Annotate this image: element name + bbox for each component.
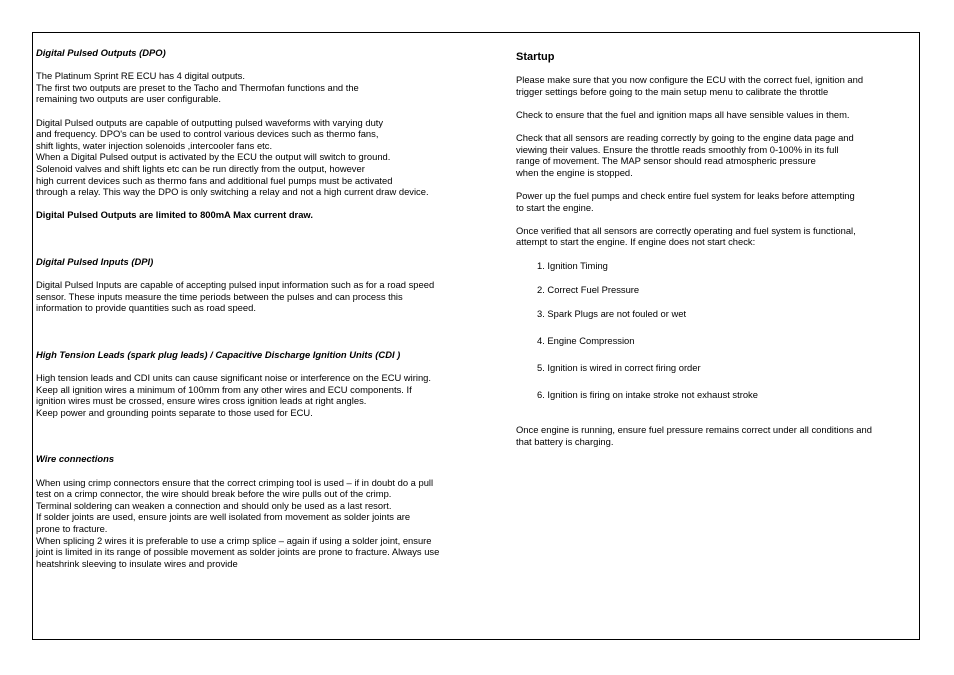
checklist-item: 1. Ignition Timing xyxy=(537,259,608,271)
dpi-heading: Digital Pulsed Inputs (DPI) xyxy=(36,255,154,267)
text-line: high current devices such as thermo fans and additional fuel pumps must be activated xyxy=(36,174,393,186)
text-line: range of movement. The MAP sensor should read atmospheric pressure xyxy=(516,155,816,167)
text-line: Digital Pulsed outputs are capable of outputting pulsed waveforms with varying duty xyxy=(36,116,384,128)
text-line: Check that all sensors are reading correctly by going to the engine data page and xyxy=(516,131,854,143)
dpi-paragraph xyxy=(36,279,486,314)
startup-paragraph-1 xyxy=(516,74,916,97)
text-line: information to provide quantities such as road speed. xyxy=(36,302,256,314)
text-line: If solder joints are used, ensure joints are well isolated from movement as solder joints are xyxy=(36,511,411,523)
startup-paragraph-2 xyxy=(516,109,916,121)
checklist-item: 4. Engine Compression xyxy=(537,335,635,347)
text-line: Once engine is running, ensure fuel pressure remains correct under all conditions and xyxy=(516,423,872,435)
cdi-heading: High Tension Leads (spark plug leads) / Capacitive Discharge Ignition Units (CDI ) xyxy=(36,348,401,360)
text-line: Check to ensure that the fuel and ignition maps all have sensible values in them. xyxy=(516,108,850,120)
cdi-paragraph xyxy=(36,372,486,418)
text-line: viewing their values. Ensure the throttle reads smoothly from 0-100% in its full xyxy=(516,143,839,155)
text-line: test on a crimp connector, the wire should break before the wire pulls out of the crimp. xyxy=(36,488,392,500)
text-line: and frequency. DPO's can be used to control various devices such as thermo fans, xyxy=(36,128,379,140)
startup-paragraph-4 xyxy=(516,190,916,213)
checklist-item: 3. Spark Plugs are not fouled or wet xyxy=(537,307,687,319)
checklist-item: 5. Ignition is wired in correct firing order xyxy=(537,362,701,374)
text-line: sensor. These inputs measure the time periods between the pulses and can process this xyxy=(36,290,403,302)
text-line: Please make sure that you now configure the ECU with the correct fuel, ignition and xyxy=(516,74,864,85)
text-line: attempt to start the engine. If engine does not start check: xyxy=(516,236,756,248)
text-line: remaining two outputs are user configurable. xyxy=(36,93,222,105)
right-column xyxy=(516,50,916,447)
text-line: heatshrink sleeving to insulate wires and provide xyxy=(36,557,238,569)
startup-checklist xyxy=(516,260,916,401)
text-line: through a relay. This way the DPO is only switching a relay and not a high current draw device. xyxy=(36,186,429,198)
text-line: when the engine is stopped. xyxy=(516,166,633,178)
dpo-current-note: Digital Pulsed Outputs are limited to 800mA Max current draw. xyxy=(36,209,313,221)
text-line: When a Digital Pulsed output is activated by the ECU the output will switch to ground. xyxy=(36,151,391,163)
text-line: Keep all ignition wires a minimum of 100mm from any other wires and ECU components. If xyxy=(36,383,412,395)
startup-paragraph-5 xyxy=(516,225,916,248)
text-line: Once verified that all sensors are correctly operating and fuel system is functional, xyxy=(516,224,856,236)
text-line: Keep power and grounding points separate to those used for ECU. xyxy=(36,406,313,418)
text-line: Power up the fuel pumps and check entire fuel system for leaks before attempting xyxy=(516,189,855,201)
text-line: to start the engine. xyxy=(516,201,594,213)
text-line: Terminal soldering can weaken a connection and should only be used as a last resort. xyxy=(36,499,392,511)
checklist-item: 2. Correct Fuel Pressure xyxy=(537,284,640,295)
text-line: When splicing 2 wires it is preferable to use a crimp splice – again if using a solder joint, ensure xyxy=(36,534,432,546)
startup-paragraph-6 xyxy=(516,424,916,447)
text-line: The Platinum Sprint RE ECU has 4 digital outputs. xyxy=(36,70,245,82)
startup-paragraph-3 xyxy=(516,132,916,178)
text-line: The first two outputs are preset to the Tacho and Thermofan functions and the xyxy=(36,81,359,93)
text-line: prone to fracture. xyxy=(36,523,108,534)
text-line: that battery is charging. xyxy=(516,435,614,447)
dpo-intro-paragraph xyxy=(36,70,486,105)
text-line: trigger settings before going to the main setup menu to calibrate the throttle xyxy=(516,85,829,97)
text-line: When using crimp connectors ensure that the correct crimping tool is used – if in doubt do a pull xyxy=(36,476,434,488)
dpo-heading: Digital Pulsed Outputs (DPO) xyxy=(36,47,166,58)
text-line: Solenoid valves and shift lights etc can be run directly from the output, however xyxy=(36,162,365,174)
left-column xyxy=(36,47,486,569)
text-line: High tension leads and CDI units can cause significant noise or interference on the ECU wiring. xyxy=(36,372,432,384)
wire-heading: Wire connections xyxy=(36,453,115,465)
text-line: ignition wires must be crossed, ensure wires cross ignition leads at right angles. xyxy=(36,395,367,407)
text-line: Digital Pulsed Inputs are capable of accepting pulsed input information such as for a road speed xyxy=(36,279,435,291)
text-line: joint is limited in its range of possible movement as solder joints are prone to fracture. Always use xyxy=(36,546,440,558)
text-line: shift lights, water injection solenoids ,intercooler fans etc. xyxy=(36,139,273,151)
startup-heading: Startup xyxy=(516,51,555,63)
wire-paragraph xyxy=(36,477,486,570)
dpo-detail-paragraph xyxy=(36,117,486,198)
checklist-item: 6. Ignition is firing on intake stroke not exhaust stroke xyxy=(537,389,758,401)
